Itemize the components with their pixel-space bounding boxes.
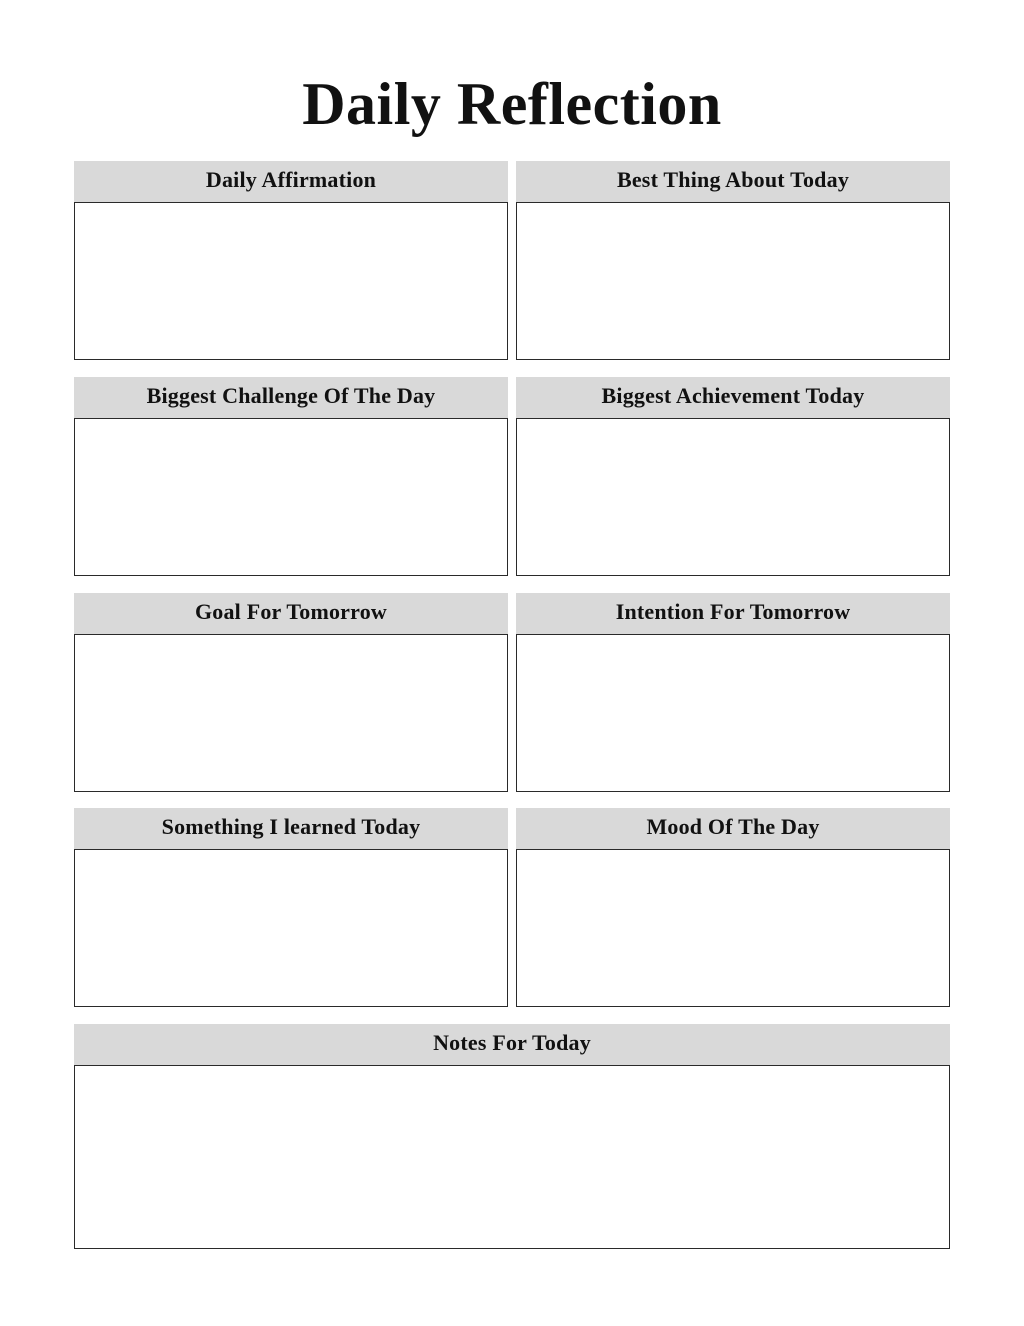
section-header: Mood Of The Day (516, 808, 950, 849)
section-daily-affirmation (74, 161, 508, 360)
daily-affirmation-field[interactable] (74, 202, 508, 360)
section-header: Goal For Tomorrow (74, 593, 508, 634)
section-best-thing-about-today (516, 161, 950, 360)
intention-for-tomorrow-field[interactable] (516, 634, 950, 792)
section-header: Something I learned Today (74, 808, 508, 849)
section-biggest-challenge (74, 377, 508, 576)
section-biggest-achievement (516, 377, 950, 576)
section-header: Notes For Today (74, 1024, 950, 1065)
best-thing-field[interactable] (516, 202, 950, 360)
mood-of-the-day-field[interactable] (516, 849, 950, 1007)
something-learned-field[interactable] (74, 849, 508, 1007)
section-header: Biggest Achievement Today (516, 377, 950, 418)
section-header: Best Thing About Today (516, 161, 950, 202)
section-intention-for-tomorrow (516, 593, 950, 792)
biggest-achievement-field[interactable] (516, 418, 950, 576)
section-header: Daily Affirmation (74, 161, 508, 202)
section-goal-for-tomorrow (74, 593, 508, 792)
notes-for-today-field[interactable] (74, 1065, 950, 1249)
goal-for-tomorrow-field[interactable] (74, 634, 508, 792)
page-title: Daily Reflection (302, 71, 722, 137)
section-header: Intention For Tomorrow (516, 593, 950, 634)
section-mood-of-the-day (516, 808, 950, 1007)
biggest-challenge-field[interactable] (74, 418, 508, 576)
section-header: Biggest Challenge Of The Day (74, 377, 508, 418)
section-something-learned (74, 808, 508, 1007)
section-notes-for-today (74, 1024, 950, 1249)
